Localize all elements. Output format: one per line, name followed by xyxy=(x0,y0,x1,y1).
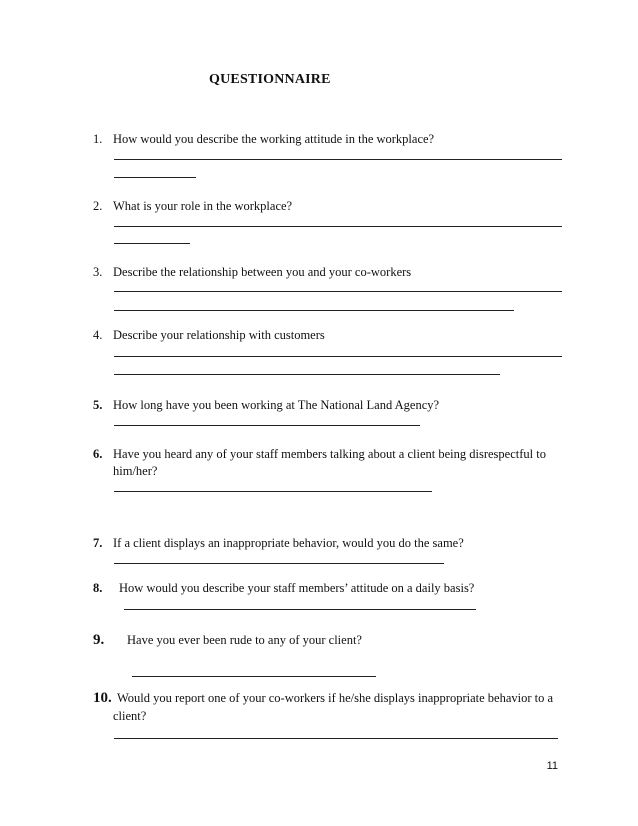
question-text: Have you ever been rude to any of your client? xyxy=(127,633,362,647)
question-number: 5. xyxy=(93,398,103,412)
page-number: 11 xyxy=(546,760,558,772)
question-number: 3. xyxy=(93,265,103,279)
question-text: Would you report one of your co-workers if he/she displays inappropriate behavior to a xyxy=(117,691,554,705)
answer-line[interactable] xyxy=(132,676,376,677)
answer-line[interactable] xyxy=(114,177,196,178)
answer-line[interactable] xyxy=(114,563,444,564)
question-number: 9. xyxy=(93,632,105,648)
question-text: Describe the relationship between you and your co-workers xyxy=(113,265,412,279)
answer-line[interactable] xyxy=(114,159,562,160)
question-text: Have you heard any of your staff members talking about a client being disrespectful to xyxy=(113,447,546,461)
answer-line[interactable] xyxy=(114,491,432,492)
answer-line[interactable] xyxy=(114,243,190,244)
question-number: 8. xyxy=(93,581,103,595)
question-text-continued: him/her? xyxy=(113,464,158,478)
question-text-continued: client? xyxy=(113,709,147,723)
question-number: 2. xyxy=(93,199,103,213)
question-text: How would you describe your staff members’ attitude on a daily basis? xyxy=(119,581,475,595)
answer-line[interactable] xyxy=(114,425,420,426)
answer-line[interactable] xyxy=(114,226,562,227)
answer-line[interactable] xyxy=(114,374,500,375)
question-number: 7. xyxy=(93,536,103,550)
question-text: If a client displays an inappropriate behavior, would you do the same? xyxy=(113,536,464,550)
question-text: How would you describe the working attitude in the workplace? xyxy=(113,132,435,146)
question-number: 6. xyxy=(93,447,103,461)
answer-line[interactable] xyxy=(124,609,476,610)
question-number: 1. xyxy=(93,132,103,146)
question-number: 10. xyxy=(93,690,112,706)
question-number: 4. xyxy=(93,328,103,342)
answer-line[interactable] xyxy=(114,291,562,292)
page-title: QUESTIONNAIRE xyxy=(209,72,331,87)
question-text: Describe your relationship with customers xyxy=(113,328,325,342)
answer-line[interactable] xyxy=(114,738,558,739)
answer-line[interactable] xyxy=(114,310,514,311)
question-text: How long have you been working at The National Land Agency? xyxy=(113,398,440,412)
question-text: What is your role in the workplace? xyxy=(113,199,293,213)
answer-line[interactable] xyxy=(114,356,562,357)
